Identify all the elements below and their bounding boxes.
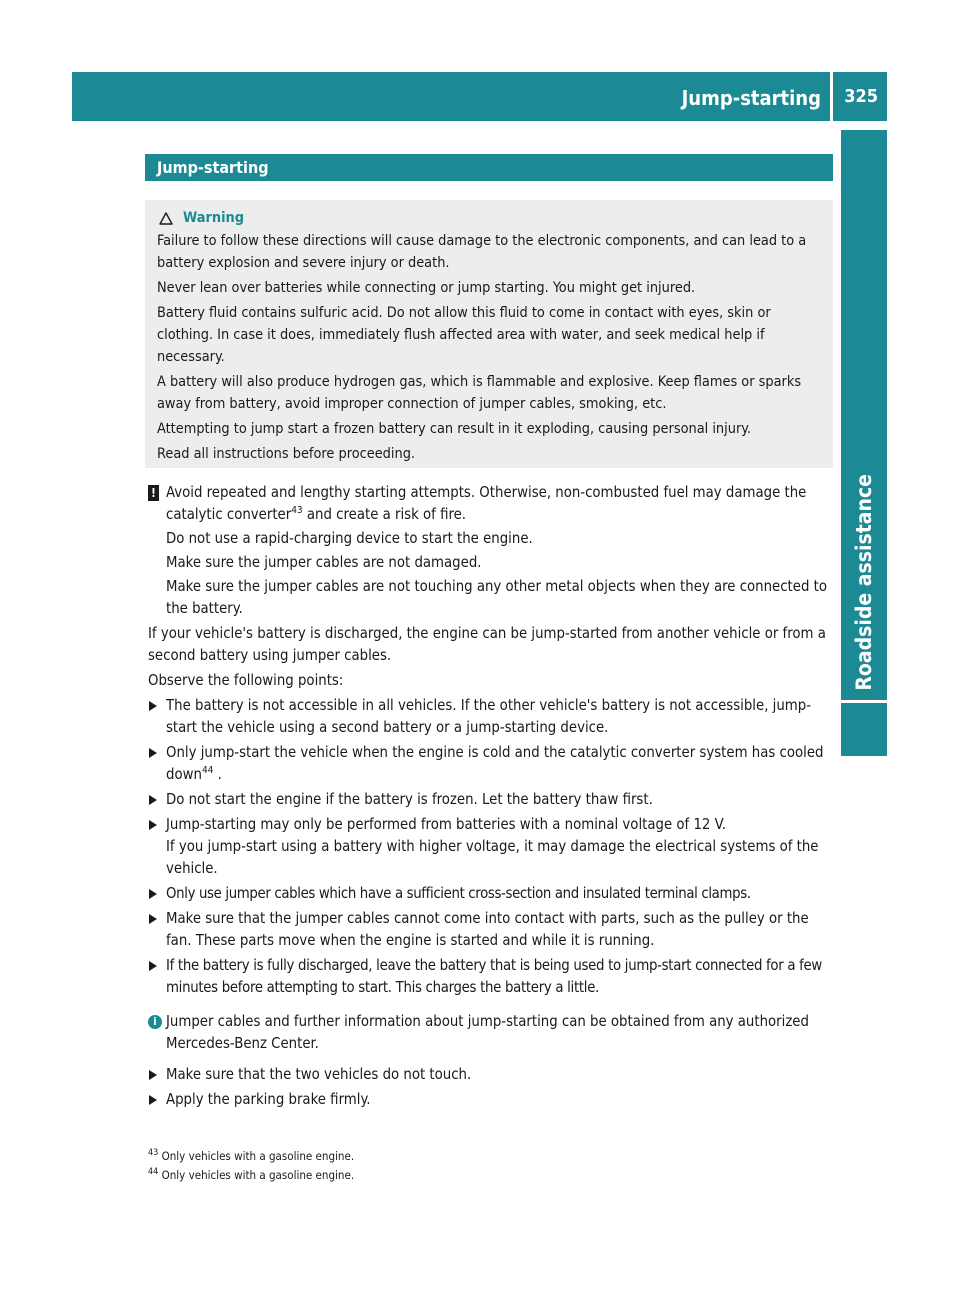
warning-paragraph: Attempting to jump start a frozen battery can result in it exploding, causing personal injury. bbox=[157, 421, 751, 437]
caution-note bbox=[148, 482, 836, 620]
footnote-text: Only vehicles with a gasoline engine. bbox=[158, 1168, 355, 1182]
step-text: If the battery is fully discharged, leave the battery that is being used to jump-start connected for a few minutes before attempting to start. This charges the battery a little. bbox=[166, 957, 823, 996]
step-text: Only use jumper cables which have a sufficient cross-section and insulated terminal clamps. bbox=[166, 885, 751, 902]
footnote-ref[interactable]: 43 bbox=[291, 505, 303, 517]
warning-box bbox=[145, 200, 833, 468]
step-text: The battery is not accessible in all vehicles. If the other vehicle's battery is not accessible, jump-start the vehicle using a second battery or a jump-starting device. bbox=[166, 697, 812, 736]
footnotes bbox=[148, 1147, 354, 1185]
main-content bbox=[148, 482, 836, 1114]
side-tab-square bbox=[841, 700, 887, 756]
step-subtext: If you jump-start using a battery with higher voltage, it may damage the electrical systems of the vehicle. bbox=[166, 838, 819, 877]
footnote-43 bbox=[148, 1147, 354, 1166]
caution-line: Make sure the jumper cables are not touching any other metal objects when they are connected to the battery. bbox=[166, 578, 828, 617]
caution-text: and create a risk of fire. bbox=[302, 506, 467, 523]
step-text: Apply the parking brake firmly. bbox=[166, 1091, 371, 1108]
intro-paragraph: If your vehicle's battery is discharged, the engine can be jump-started from another vehicle or from a second battery using jumper cables. bbox=[148, 625, 826, 664]
step-text bbox=[166, 742, 836, 786]
footnote-number: 43 bbox=[148, 1148, 159, 1159]
step-item bbox=[148, 695, 836, 739]
warning-paragraph: Read all instructions before proceeding. bbox=[157, 446, 416, 462]
step-item bbox=[148, 883, 836, 905]
step-item bbox=[148, 1064, 836, 1086]
step-text: Do not start the engine if the battery is frozen. Let the battery thaw first. bbox=[166, 791, 653, 808]
step-item bbox=[148, 789, 836, 811]
step-text-part: Only jump-start the vehicle when the engine is cold and the catalytic converter system has cooled down bbox=[166, 744, 824, 783]
step-arrow-icon bbox=[149, 701, 157, 711]
header-divider bbox=[830, 72, 833, 121]
step-arrow-icon bbox=[149, 1070, 157, 1080]
warning-header bbox=[157, 206, 827, 230]
footnote-text: Only vehicles with a gasoline engine. bbox=[158, 1149, 355, 1163]
step-item bbox=[148, 1089, 836, 1111]
step-arrow-icon bbox=[149, 820, 157, 830]
step-item bbox=[148, 908, 836, 952]
side-tab-label-wrap bbox=[841, 130, 887, 753]
header-band bbox=[72, 72, 887, 121]
step-item bbox=[148, 742, 836, 786]
caution-line bbox=[166, 482, 836, 526]
step-arrow-icon bbox=[149, 889, 157, 899]
warning-paragraph: Never lean over batteries while connecting or jump starting. You might get injured. bbox=[157, 280, 696, 296]
page-number: 325 bbox=[844, 86, 878, 107]
step-text: Jump-starting may only be performed from batteries with a nominal voltage of 12 V. bbox=[166, 816, 727, 833]
info-text: Jumper cables and further information about jump-starting can be obtained from any authorized Mercedes-Benz Center. bbox=[166, 1013, 809, 1052]
side-tab-label: Roadside assistance bbox=[852, 474, 876, 691]
step-text-part: . bbox=[213, 766, 222, 783]
warning-label: Warning bbox=[183, 210, 245, 226]
step-arrow-icon bbox=[149, 961, 157, 971]
step-item bbox=[148, 814, 836, 880]
caution-line: Make sure the jumper cables are not damaged. bbox=[166, 554, 482, 571]
step-text: Make sure that the jumper cables cannot come into contact with parts, such as the pulley or the fan. These parts move when the engine is started and while it is running. bbox=[166, 910, 809, 949]
step-item bbox=[148, 955, 836, 999]
caution-text: Avoid repeated and lengthy starting attempts. Otherwise, non-combusted fuel may damage the catalytic converter bbox=[166, 484, 807, 523]
intro-paragraph: Observe the following points: bbox=[148, 672, 344, 689]
info-icon: i bbox=[148, 1015, 162, 1029]
running-title: Jump-starting bbox=[681, 86, 821, 110]
warning-paragraph: Battery fluid contains sulfuric acid. Do not allow this fluid to come in contact with eyes, skin or clothing. In case it does, immediately flush affected area with water, and seek medical help if necessary. bbox=[157, 305, 771, 365]
footnote-number: 44 bbox=[148, 1167, 159, 1178]
footnote-ref[interactable]: 44 bbox=[201, 765, 214, 777]
warning-triangle-icon bbox=[159, 212, 173, 225]
section-title: Jump-starting bbox=[145, 154, 833, 181]
step-arrow-icon bbox=[149, 914, 157, 924]
caution-line: Do not use a rapid-charging device to start the engine. bbox=[166, 530, 533, 547]
warning-paragraph: A battery will also produce hydrogen gas, which is flammable and explosive. Keep flames or sparks away from battery, avoid improper connection of jumper cables, smoking, etc. bbox=[157, 374, 802, 412]
step-arrow-icon bbox=[149, 795, 157, 805]
step-arrow-icon bbox=[149, 748, 157, 758]
step-arrow-icon bbox=[149, 1095, 157, 1105]
spacer bbox=[148, 1002, 836, 1011]
exclamation-icon: ! bbox=[148, 485, 159, 501]
step-text: Make sure that the two vehicles do not touch. bbox=[166, 1066, 472, 1083]
info-note bbox=[148, 1011, 836, 1055]
warning-paragraph: Failure to follow these directions will cause damage to the electronic components, and can lead to a battery explosion and severe injury or death. bbox=[157, 233, 807, 271]
footnote-44 bbox=[148, 1166, 354, 1185]
